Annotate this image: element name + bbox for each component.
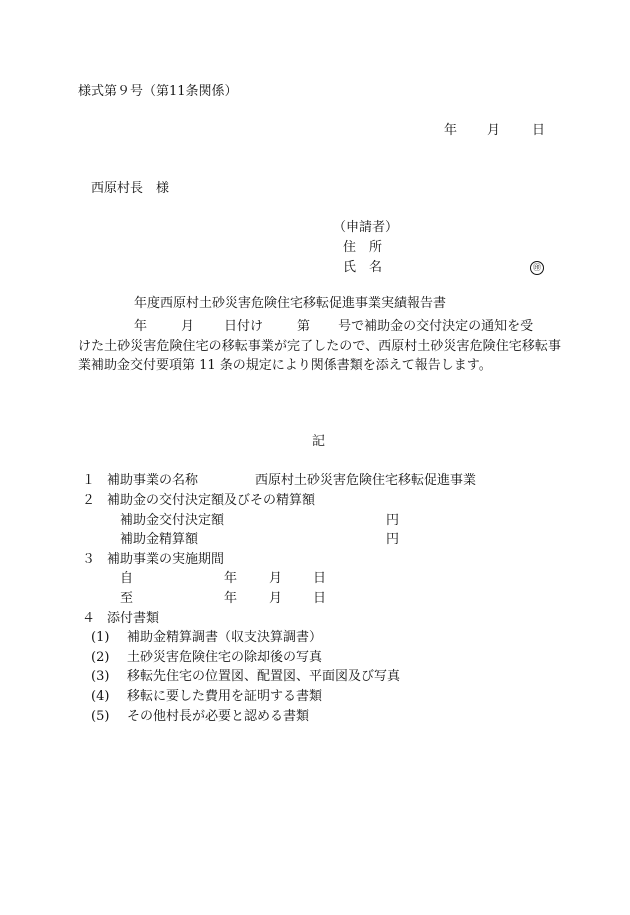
item-2-number: ２ xyxy=(82,493,96,508)
attachment-text: 土砂災害危険住宅の除却後の写真 xyxy=(127,650,323,665)
item-2-label: 補助金の交付決定額及びその精算額 xyxy=(107,493,316,508)
applicant-heading: （申請者） xyxy=(333,220,399,235)
item-1-label: 補助事業の名称 xyxy=(107,473,199,488)
item-1-number: １ xyxy=(82,473,96,488)
body-paragraph xyxy=(78,317,561,376)
ref-go: 号で補助金の交付決定の通知を受 xyxy=(338,319,534,334)
date-year: 年 xyxy=(444,123,458,138)
attachment-number: (2) xyxy=(91,650,110,665)
body-rest: けた土砂災害危険住宅の移転事業が完了したので、西原村土砂災害危険住宅移転事業補助金交付要項第 11 条の規定により関係書類を添えて報告します。 xyxy=(78,338,561,373)
item-3-number: ３ xyxy=(82,552,96,567)
period-from-year: 年 xyxy=(224,571,238,586)
period-to-month: 月 xyxy=(269,591,283,606)
ref-month: 月 xyxy=(181,319,195,334)
ref-year: 年 xyxy=(134,319,148,334)
report-title: 年度西原村土砂災害危険住宅移転促進事業実績報告書 xyxy=(134,296,447,311)
grant-settlement-amount-label: 補助金精算額 xyxy=(120,532,199,547)
date-month: 月 xyxy=(487,123,501,138)
attachment-text: その他村長が必要と認める書類 xyxy=(127,709,310,724)
attachment-number: (4) xyxy=(91,689,110,704)
period-from-day: 日 xyxy=(313,571,327,586)
period-from-label: 自 xyxy=(120,571,134,586)
name-label: 氏 名 xyxy=(343,260,383,275)
item-4-number: ４ xyxy=(82,611,96,626)
period-to-day: 日 xyxy=(313,591,327,606)
attachment-number: (3) xyxy=(91,669,110,684)
ref-no: 第 xyxy=(297,319,311,334)
attachment-text: 移転に要した費用を証明する書類 xyxy=(127,689,323,704)
grant-decision-amount-label: 補助金交付決定額 xyxy=(120,513,225,528)
period-to-year: 年 xyxy=(224,591,238,606)
date-day: 日 xyxy=(532,123,546,138)
address-label: 住 所 xyxy=(343,240,383,255)
attachment-number: (1) xyxy=(91,630,110,645)
attachment-number: (5) xyxy=(91,709,110,724)
ref-day: 日付け xyxy=(224,319,264,334)
grant-decision-amount-unit: 円 xyxy=(386,513,400,528)
period-from-month: 月 xyxy=(269,571,283,586)
period-to-label: 至 xyxy=(120,591,134,606)
addressee: 西原村長 様 xyxy=(91,181,170,196)
grant-settlement-amount-unit: 円 xyxy=(386,532,400,547)
form-number: 様式第９号（第11条関係） xyxy=(78,84,238,99)
item-1-value: 西原村土砂災害危険住宅移転促進事業 xyxy=(255,473,477,488)
seal-mark: ㊞ xyxy=(530,261,544,275)
ki-heading: 記 xyxy=(312,434,326,449)
item-3-label: 補助事業の実施期間 xyxy=(107,552,225,567)
attachment-text: 移転先住宅の位置図、配置図、平面図及び写真 xyxy=(127,669,401,684)
item-4-label: 添付書類 xyxy=(107,611,160,626)
attachment-text: 補助金精算調書（収支決算調書） xyxy=(127,630,323,645)
